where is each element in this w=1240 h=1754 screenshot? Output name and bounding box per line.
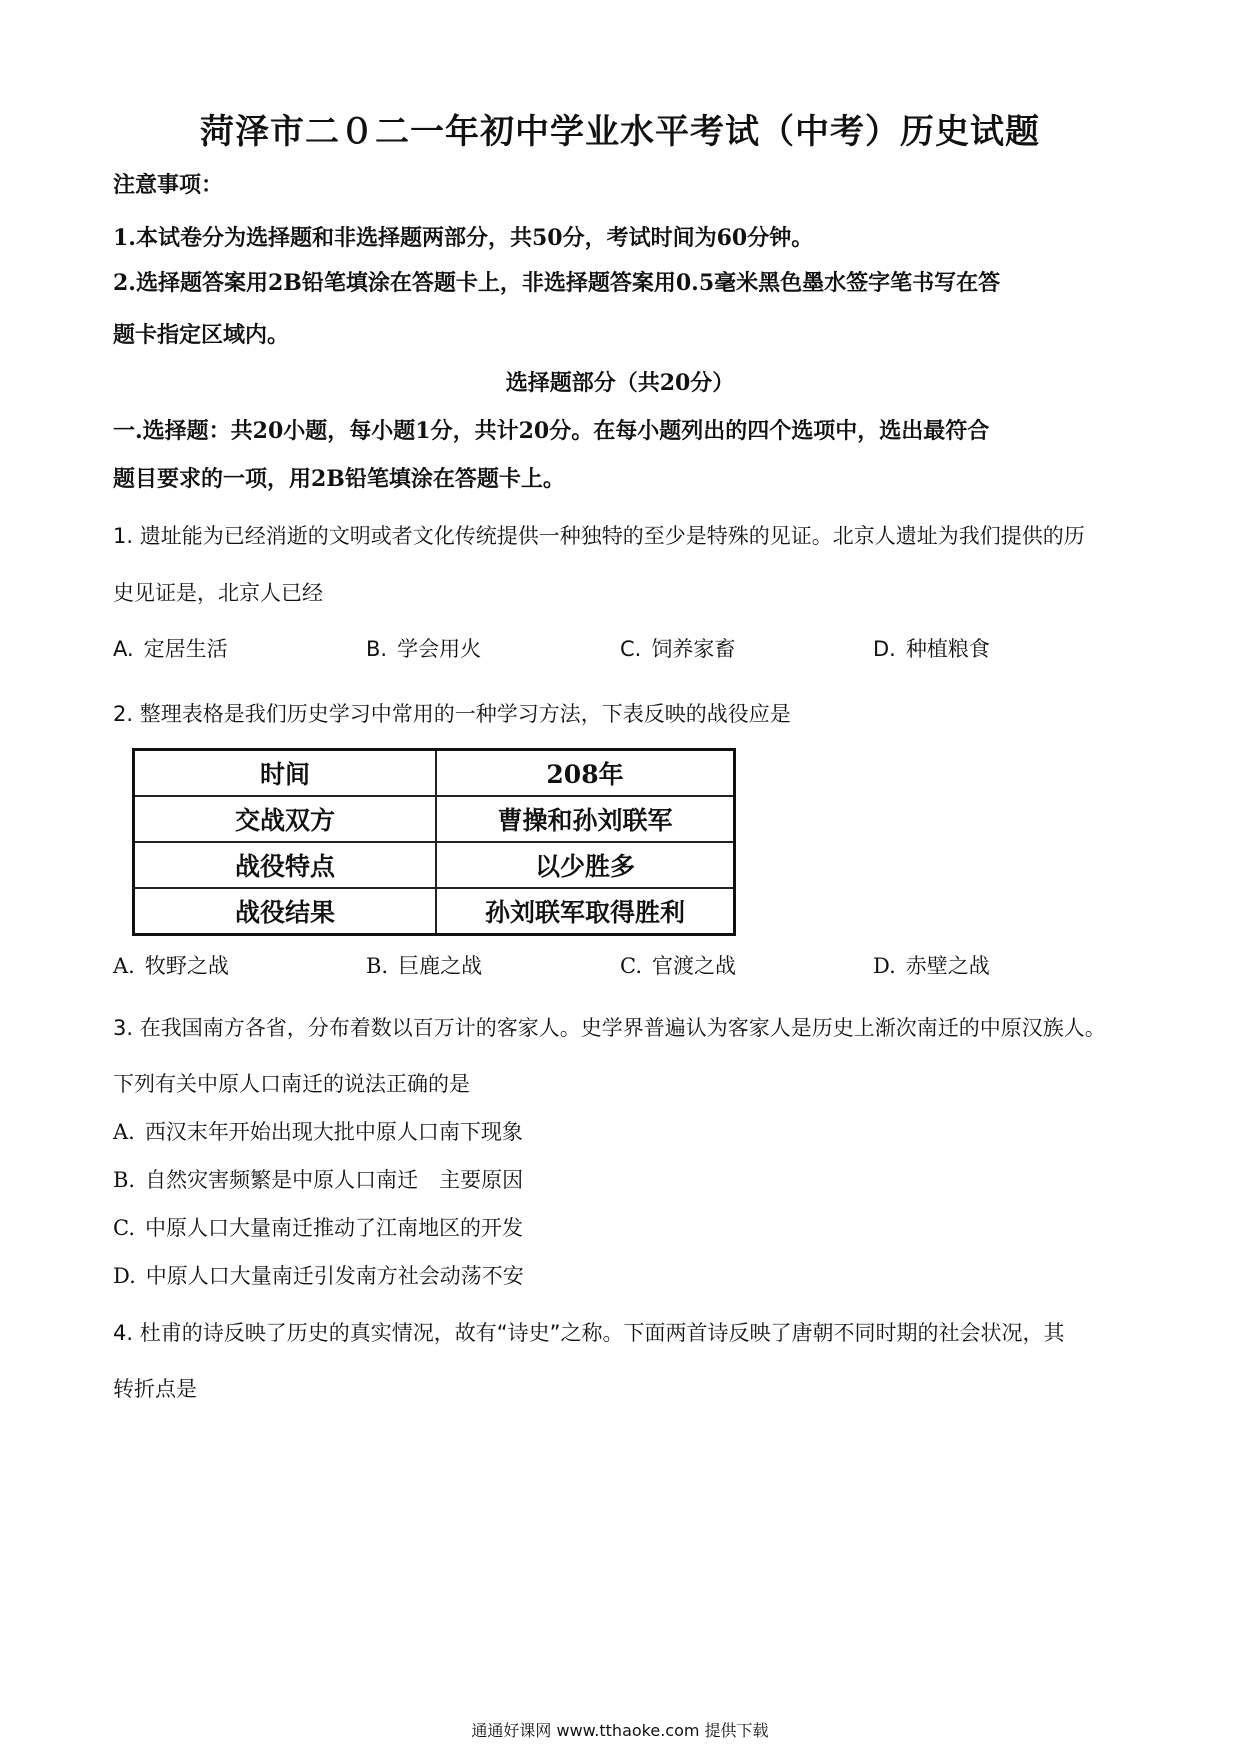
question-3-option-d[interactable]: D. 中原人口大量南迁引发南方社会动荡不安: [113, 1264, 524, 1288]
question-4-line-2: 转折点是: [113, 1377, 197, 1401]
table-cell: 以少胜多: [436, 842, 735, 888]
question-3-option-c[interactable]: C. 中原人口大量南迁推动了江南地区的开发: [113, 1216, 523, 1240]
notes-item-2-line-2: 题卡指定区域内。: [113, 322, 290, 348]
table-cell: 孙刘联军取得胜利: [436, 888, 735, 935]
question-3-option-b[interactable]: B. 自然灾害频繁是中原人口南迁 主要原因: [113, 1168, 524, 1192]
table-row: [134, 842, 735, 888]
question-2-option-d[interactable]: D. 赤壁之战: [873, 954, 990, 978]
table-cell: 208年: [436, 750, 735, 797]
question-1-option-a[interactable]: A. 定居生活: [113, 637, 228, 661]
question-1-line-2: 史见证是，北京人已经: [113, 581, 323, 605]
question-2-option-b[interactable]: B. 巨鹿之战: [366, 954, 483, 978]
notes-item-1: 1.本试卷分为选择题和非选择题两部分，共50分，考试时间为60分钟。: [113, 225, 814, 251]
notes-heading: 注意事项：: [113, 172, 224, 198]
battle-table: [132, 748, 736, 936]
section-instructions-line-1: 一.选择题：共20小题，每小题1分，共计20分。在每小题列出的四个选项中，选出最符合: [113, 418, 990, 444]
table-cell: 时间: [134, 750, 437, 797]
question-1-option-c[interactable]: C. 饲养家畜: [620, 637, 736, 661]
question-2-option-c[interactable]: C. 官渡之战: [620, 954, 736, 978]
table-row: [134, 750, 735, 797]
section-title: 选择题部分（共20分）: [505, 370, 735, 396]
notes-item-2-line-1: 2.选择题答案用2B铅笔填涂在答题卡上，非选择题答案用0.5毫米黑色墨水签字笔书写在答: [113, 270, 1001, 296]
question-3-line-2: 下列有关中原人口南迁的说法正确的是: [113, 1072, 470, 1096]
table-cell: 交战双方: [134, 796, 437, 842]
table-row: [134, 888, 735, 935]
table-row: [134, 796, 735, 842]
question-2-option-a[interactable]: A. 牧野之战: [113, 954, 229, 978]
footer-credit: 通通好课网 www.tthaoke.com 提供下载: [471, 1721, 769, 1740]
question-2-line-1: 2. 整理表格是我们历史学习中常用的一种学习方法，下表反映的战役应是: [113, 702, 791, 726]
question-1-option-b[interactable]: B. 学会用火: [366, 637, 482, 661]
section-instructions-line-2: 题目要求的一项，用2B铅笔填涂在答题卡上。: [113, 466, 565, 492]
table-cell: 曹操和孙刘联军: [436, 796, 735, 842]
table-cell: 战役特点: [134, 842, 437, 888]
question-4-line-1: 4. 杜甫的诗反映了历史的真实情况，故有“诗史”之称。下面两首诗反映了唐朝不同时期的社会状况，其: [113, 1321, 1065, 1345]
question-3-option-a[interactable]: A. 西汉末年开始出现大批中原人口南下现象: [113, 1120, 523, 1144]
page-title: 菏泽市二０二一年初中学业水平考试（中考）历史试题: [200, 112, 1040, 152]
table-cell: 战役结果: [134, 888, 437, 935]
question-3-line-1: 3. 在我国南方各省，分布着数以百万计的客家人。史学界普遍认为客家人是历史上渐次南迁的中原汉族人。: [113, 1016, 1106, 1040]
question-1-line-1: 1. 遗址能为已经消逝的文明或者文化传统提供一种独特的至少是特殊的见证。北京人遗址为我们提供的历: [113, 524, 1085, 548]
question-1-option-d[interactable]: D. 种植粮食: [873, 637, 990, 661]
